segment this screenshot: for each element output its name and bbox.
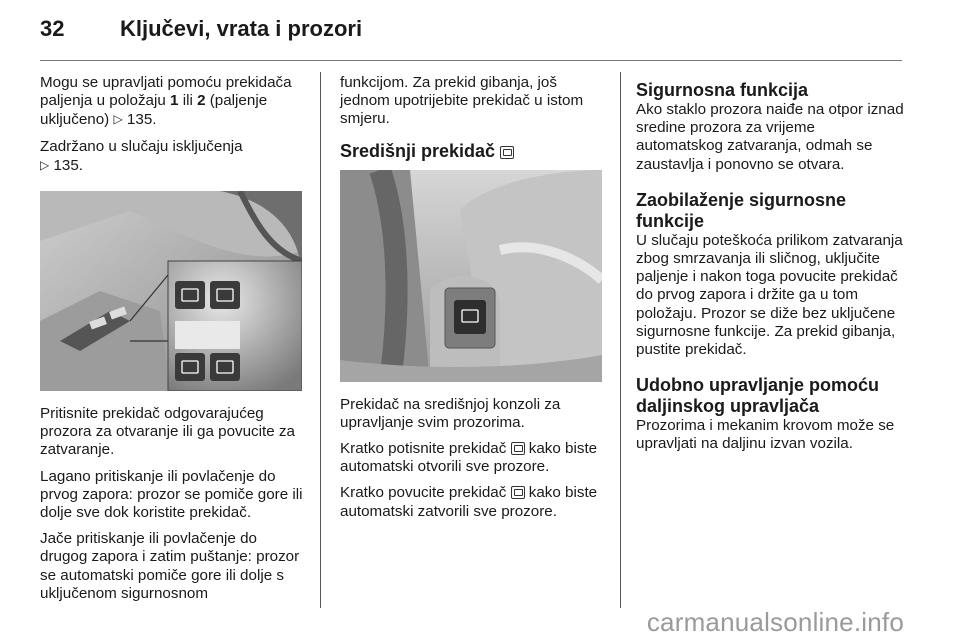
paragraph: Mogu se upravljati pomoću prekidača paljenja u položaju 1 ili 2 (paljenje uključeno) ▷ 135. [40, 74, 292, 129]
page-reference[interactable]: 135. [126, 111, 157, 129]
watermark: carmanualsonline.info [646, 607, 904, 637]
window-switch-icon [500, 146, 514, 159]
window-switch-icon [511, 486, 525, 499]
chapter-title: Ključevi, vrata i prozori [120, 16, 363, 41]
paragraph: Kratko potisnite prekidač kako biste automatski otvorili sve prozore. [340, 440, 598, 476]
paragraph: Kratko povucite prekidač kako biste automatski zatvorili sve prozore. [340, 484, 598, 520]
page-number: 32 [40, 16, 65, 41]
column-middle [340, 74, 606, 529]
column-right [636, 74, 904, 462]
header-rule [40, 60, 902, 61]
paragraph: Zadržano u slučaju isključenja ▷ 135. [40, 137, 243, 174]
column-divider [620, 72, 621, 608]
paragraph: Lagano pritiskanje ili povlačenje do prvog zapora: prozor se pomiče gore ili dolje sve dok koristite prekidač. [40, 467, 303, 522]
center-console-switch-photo [340, 170, 602, 382]
page-reference[interactable]: 135. [53, 156, 84, 174]
window-switch-icon [511, 442, 525, 455]
paragraph: funkcijom. Za prekid gibanja, još jednom upotrijebite prekidač u istom smjeru. [340, 74, 584, 128]
section-heading: Središnji prekidač [340, 141, 606, 162]
paragraph: U slučaju poteškoća prilikom zatvaranja zbog smrzavanja ili sličnog, uključite paljenje i nakon toga povucite prekidač do prvog zapora i držite ga u tom položaju. Prozor se diže bez uključene sigurnosne funkcije. Za prekid gibanja, pustite prekidač. [636, 231, 903, 359]
triangle-right-icon: ▷ [40, 157, 50, 172]
section-heading: Zaobilaženje sigurnosne funkcije [636, 189, 847, 231]
triangle-right-icon: ▷ [113, 112, 123, 127]
column-left [40, 74, 306, 611]
section-heading: Udobno upravljanje pomoću daljinskog upravljača [636, 375, 880, 417]
column-divider [320, 72, 321, 608]
paragraph: Ako staklo prozora naiđe na otpor iznad sredine prozora za vrijeme automatskog zatvaranja, odmah se zaustavlja i ponovno se otvara. [636, 101, 904, 173]
paragraph: Jače pritiskanje ili povlačenje do drugog zapora i zatim puštanje: prozor se automatski pomiče gore ili dolje s uključenom sigurnosnom [40, 530, 300, 602]
paragraph: Prekidač na središnjoj konzoli za upravljanje svim prozorima. [340, 395, 561, 431]
door-window-switches-photo [40, 191, 302, 391]
paragraph: Pritisnite prekidač odgovarajućeg prozora za otvaranje ili ga povucite za zatvaranje. [40, 405, 295, 459]
section-heading: Sigurnosna funkcija [636, 80, 809, 100]
paragraph: Prozorima i mekanim krovom može se upravljati na daljinu izvan vozila. [636, 417, 895, 453]
